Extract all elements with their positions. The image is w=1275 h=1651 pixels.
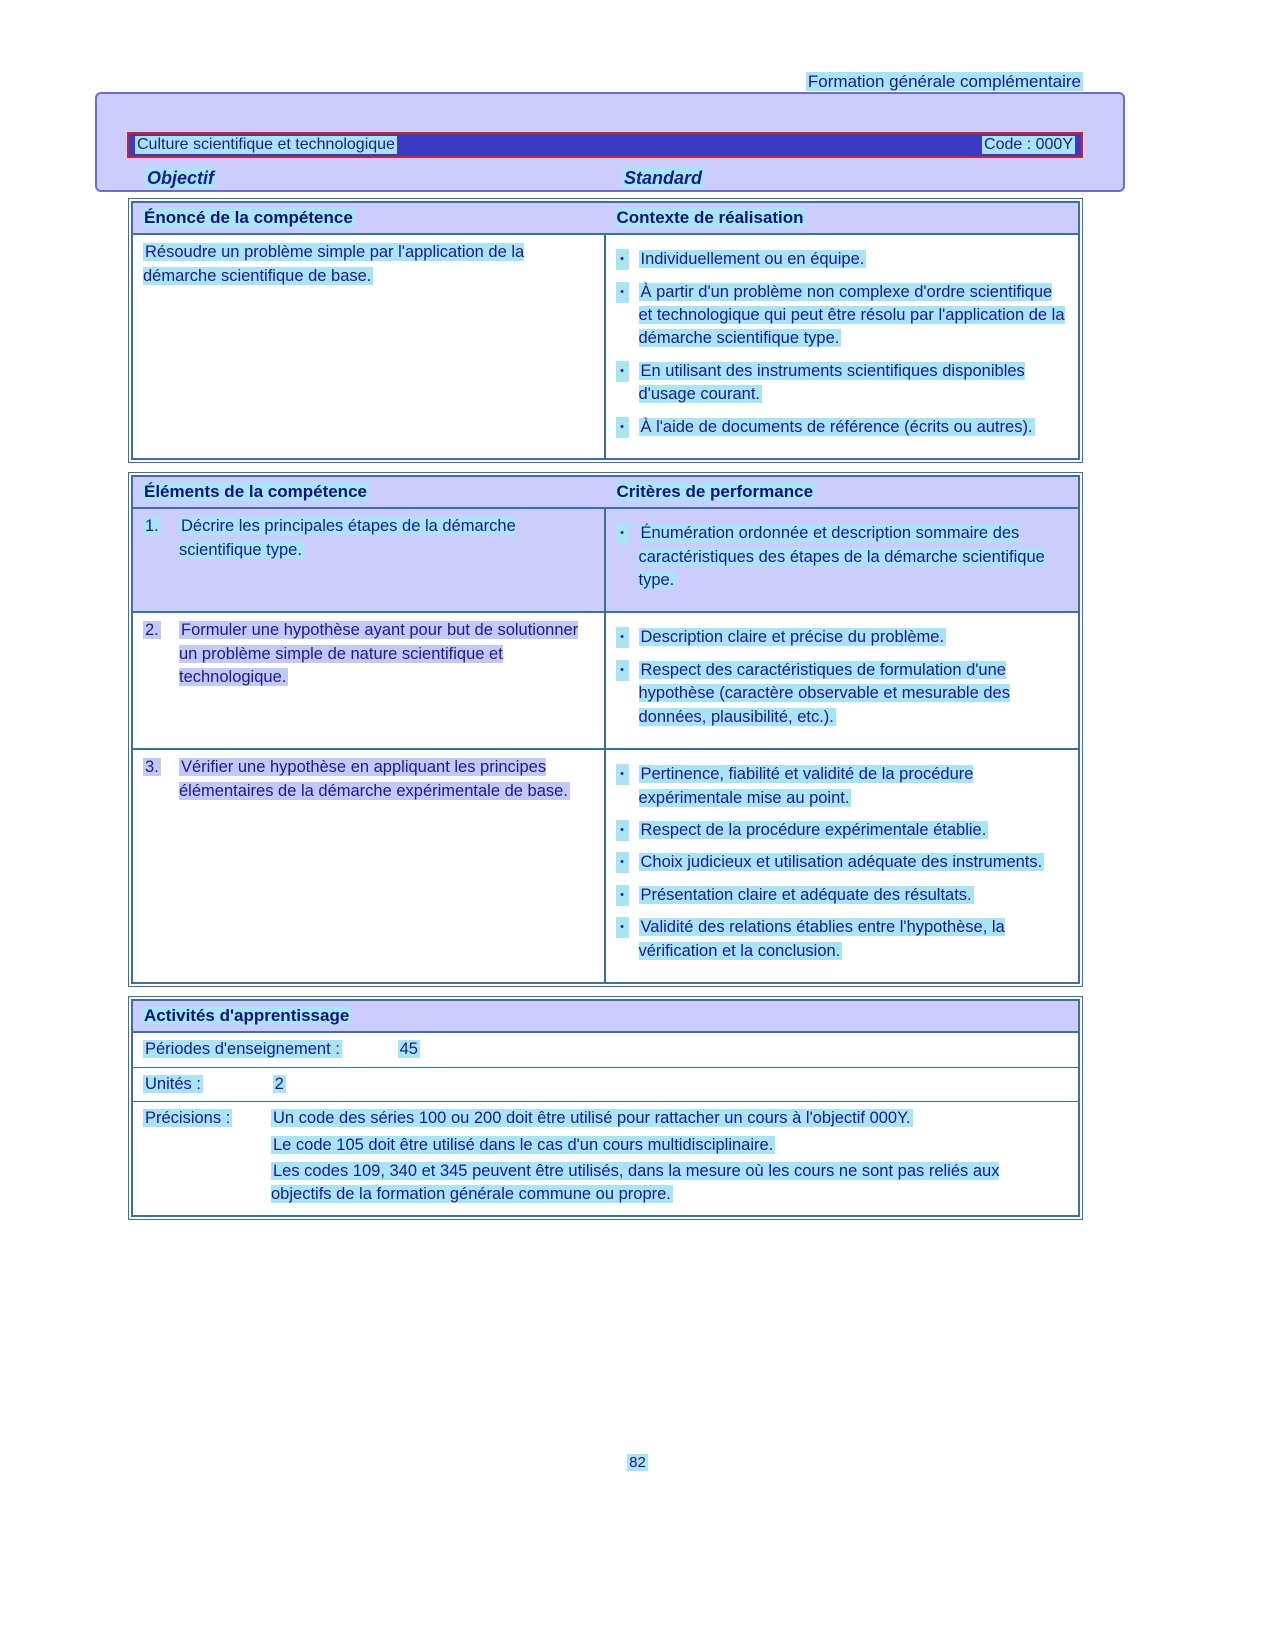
units-row — [133, 1067, 1078, 1101]
column-header-elements: Éléments de la compétence — [144, 482, 367, 502]
activities-table — [131, 999, 1080, 1217]
precisions-line: Le code 105 doit être utilisé dans le cas d'un cours multidisciplinaire. — [273, 1135, 774, 1154]
course-header-box — [95, 92, 1125, 192]
column-header-enonce: Énoncé de la compétence — [144, 208, 353, 227]
running-header — [806, 70, 1083, 94]
elements-table-header — [133, 477, 1078, 509]
context-cell — [606, 235, 1079, 458]
objectif-standard-row — [97, 166, 1123, 192]
list-item: • Énumération ordonnée et description sommaire des caractéristiques des étapes de la démarche scientifique type. — [616, 522, 1069, 592]
bullet-icon: • — [616, 249, 629, 270]
bullet-icon: • — [616, 523, 629, 544]
standard-label: Standard — [624, 168, 703, 188]
bullet-icon: • — [616, 820, 629, 841]
precisions-label: Précisions : — [145, 1109, 231, 1128]
objectif-label: Objectif — [147, 168, 215, 188]
competence-statement: Résoudre un problème simple par l'application de la démarche scientifique de base. — [143, 243, 525, 285]
list-item: • Respect de la procédure expérimentale établie. — [616, 819, 1069, 842]
course-title-bar — [127, 132, 1083, 158]
criteria-list — [616, 626, 1069, 729]
list-item: • Choix judicieux et utilisation adéquate des instruments. — [616, 851, 1069, 874]
bullet-icon: • — [616, 764, 629, 785]
elements-table-outer — [128, 472, 1083, 987]
criteria-cell — [606, 613, 1079, 748]
element-number: 3. — [145, 758, 159, 777]
element-cell — [133, 509, 606, 611]
course-title: Culture scientifique et technologique — [137, 136, 395, 153]
precisions-row — [133, 1101, 1078, 1215]
precisions-line: Les codes 109, 340 et 345 peuvent être utilisés, dans la mesure où les cours ne sont pas reliés aux objectifs de la formation générale commune ou propre. — [271, 1161, 1000, 1204]
competence-statement-cell — [133, 235, 606, 458]
list-item: • Validité des relations établies entre l'hypothèse, la vérification et la conclusion. — [616, 916, 1069, 963]
elements-table — [131, 475, 1080, 984]
list-item: • À partir d'un problème non complexe d'ordre scientifique et technologique qui peut être résolu par l'application de la démarche scientifique type. — [616, 281, 1069, 351]
context-list — [616, 248, 1069, 439]
list-item: • Description claire et précise du problème. — [616, 626, 1069, 649]
tables-container — [128, 198, 1083, 1229]
precisions-body — [271, 1107, 1068, 1210]
units-label: Unités : — [145, 1074, 201, 1093]
criteria-list — [616, 763, 1069, 963]
units-value: 2 — [274, 1074, 284, 1093]
competence-table-outer — [128, 198, 1083, 463]
element-cell — [133, 750, 606, 982]
activities-table-outer — [128, 996, 1083, 1220]
element-number: 1. — [145, 517, 159, 536]
bullet-icon: • — [616, 627, 629, 648]
list-item: • Individuellement ou en équipe. — [616, 248, 1069, 271]
bullet-icon: • — [616, 417, 629, 438]
periods-label: Périodes d'enseignement : — [145, 1040, 340, 1059]
bullet-icon: • — [616, 282, 629, 303]
column-header-criteres: Critères de performance — [616, 482, 814, 502]
bullet-icon: • — [616, 852, 629, 873]
precisions-line: Un code des séries 100 ou 200 doit être utilisé pour rattacher un cours à l'objectif 000Y. — [273, 1109, 911, 1128]
periods-value: 45 — [399, 1040, 418, 1059]
periods-row — [133, 1033, 1078, 1066]
criteria-list — [616, 522, 1069, 592]
activities-header: Activités d'apprentissage — [133, 1001, 1078, 1033]
criteria-cell — [606, 750, 1079, 982]
criteria-cell — [606, 509, 1079, 611]
table-row — [133, 611, 1078, 748]
element-text: Formuler une hypothèse ayant pour but de solutionner un problème simple de nature scientifique et technologique. — [179, 621, 579, 687]
competence-table — [131, 201, 1080, 460]
course-code: Code : 000Y — [984, 136, 1073, 153]
bullet-icon: • — [616, 660, 629, 681]
table-row — [133, 509, 1078, 611]
element-text: Vérifier une hypothèse en appliquant les principes élémentaires de la démarche expérimentale de base. — [179, 758, 568, 800]
bullet-icon: • — [616, 917, 629, 938]
bullet-icon: • — [616, 885, 629, 906]
page-number: 82 — [629, 1454, 646, 1471]
list-item: • Respect des caractéristiques de formulation d'une hypothèse (caractère observable et mesurable des données, plausibilité, etc.). — [616, 659, 1069, 729]
bullet-icon: • — [616, 361, 629, 382]
competence-table-row — [133, 235, 1078, 458]
column-header-contexte: Contexte de réalisation — [616, 208, 804, 227]
list-item: • En utilisant des instruments scientifiques disponibles d'usage courant. — [616, 360, 1069, 407]
list-item: • Pertinence, fiabilité et validité de la procédure expérimentale mise au point. — [616, 763, 1069, 810]
running-header-text: Formation générale complémentaire — [807, 72, 1081, 91]
list-item: • Présentation claire et adéquate des résultats. — [616, 884, 1069, 907]
element-cell — [133, 613, 606, 748]
element-number: 2. — [145, 621, 159, 640]
element-text: Décrire les principales étapes de la démarche scientifique type. — [179, 517, 516, 559]
table-row — [133, 748, 1078, 982]
competence-table-header — [133, 203, 1078, 235]
list-item: • À l'aide de documents de référence (écrits ou autres). — [616, 416, 1069, 439]
